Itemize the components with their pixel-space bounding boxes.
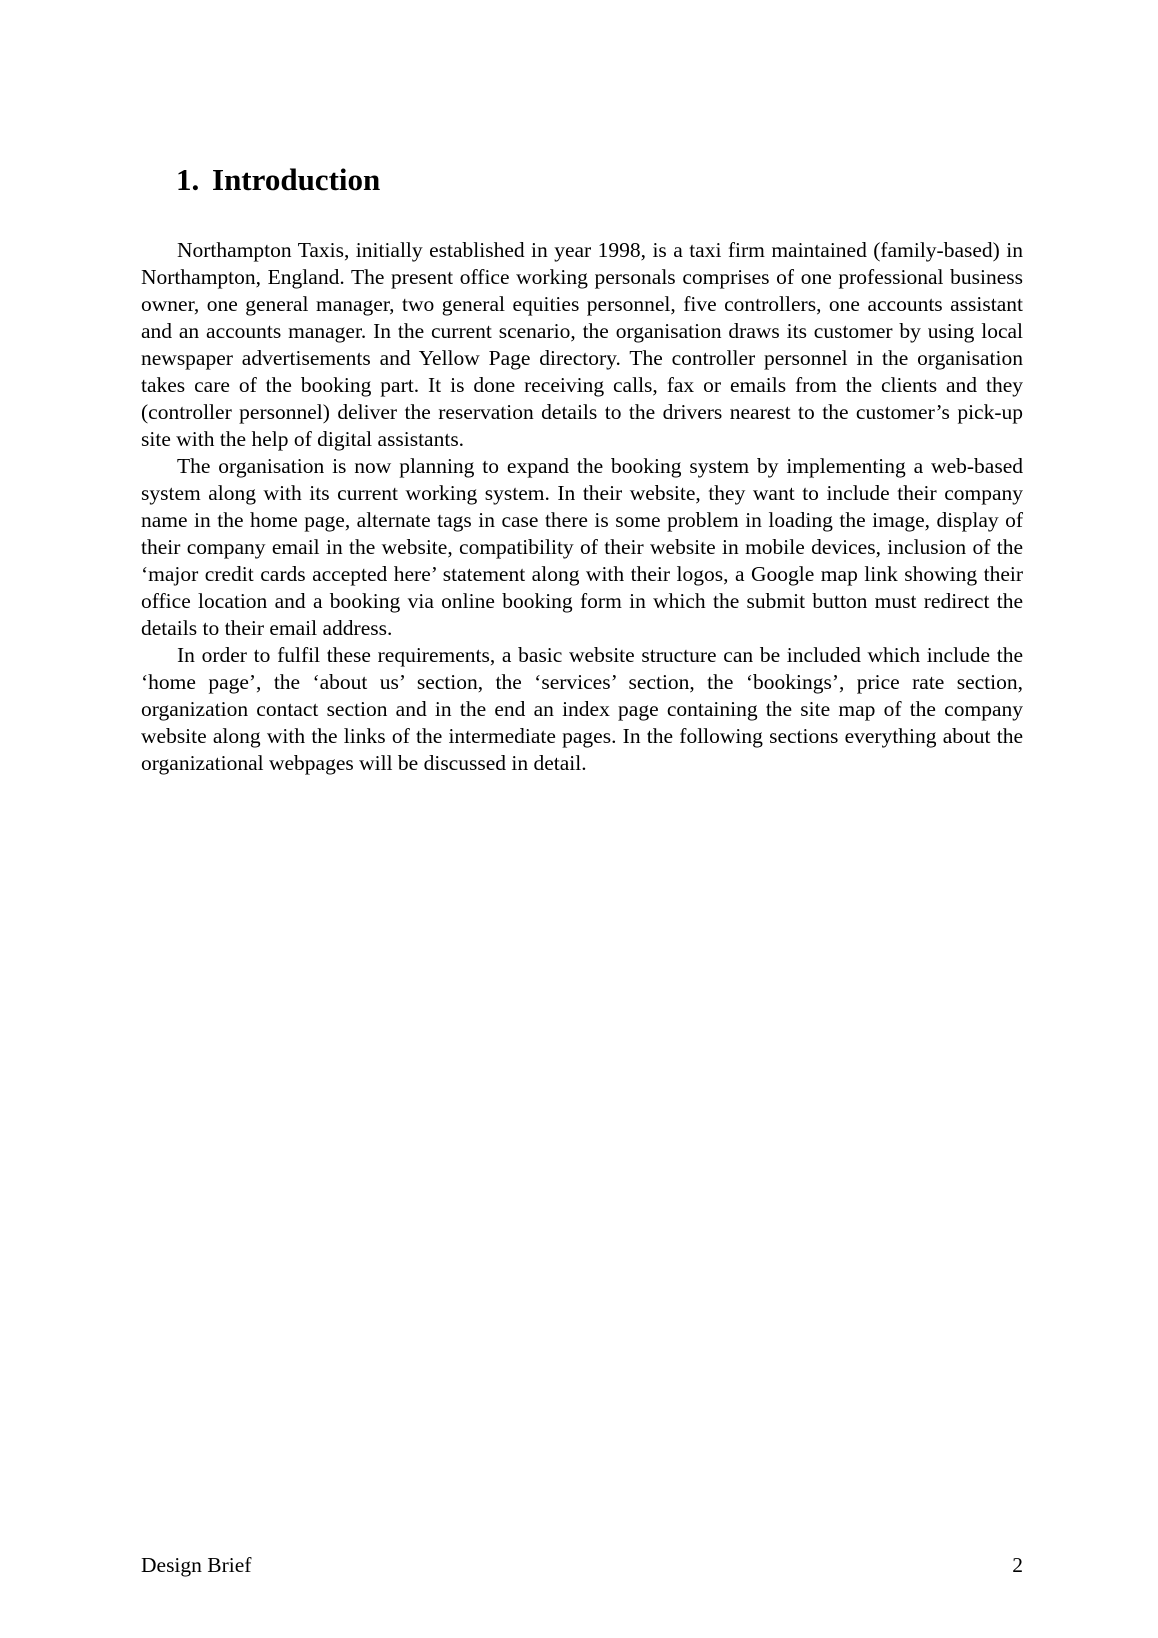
section-title: Introduction bbox=[212, 162, 381, 197]
paragraph-2: The organisation is now planning to expand the booking system by implementing a web-based system along with its current working system. In their website, they want to include their company name in the home page, alternate tags in case there is some problem in loading the image, display of their company email in the website, compatibility of their website in mobile devices, inclusion of the ‘major credit cards accepted here’ statement along with their logos, a Google map link showing their office location and a booking via online booking form in which the submit button must redirect the details to their email address. bbox=[141, 454, 1023, 640]
section-body bbox=[141, 237, 1023, 777]
section-number: 1. bbox=[176, 162, 200, 197]
paragraph-1: Northampton Taxis, initially established in year 1998, is a taxi firm maintained (family-based) in Northampton, England. The present office working personals comprises of one professional business owner, one general manager, two general equities personnel, five controllers, one accounts assistant and an accounts manager. In the current scenario, the organisation draws its customer by using local newspaper advertisements and Yellow Page directory. The controller personnel in the organisation takes care of the booking part. It is done receiving calls, fax or emails from the clients and they (controller personnel) deliver the reservation details to the drivers nearest to the customer’s pick-up site with the help of digital assistants. bbox=[141, 238, 1023, 451]
footer-page-number: 2 bbox=[1012, 1553, 1023, 1577]
paragraph-3: In order to fulfil these requirements, a basic website structure can be included which include the ‘home page’, the ‘about us’ section, the ‘services’ section, the ‘bookings’, price rate section, organization contact section and in the end an index page containing the site map of the company website along with the links of the intermediate pages. In the following sections everything about the organizational webpages will be discussed in detail. bbox=[141, 643, 1023, 775]
section-heading bbox=[176, 160, 380, 200]
footer-document-title: Design Brief bbox=[141, 1553, 252, 1577]
